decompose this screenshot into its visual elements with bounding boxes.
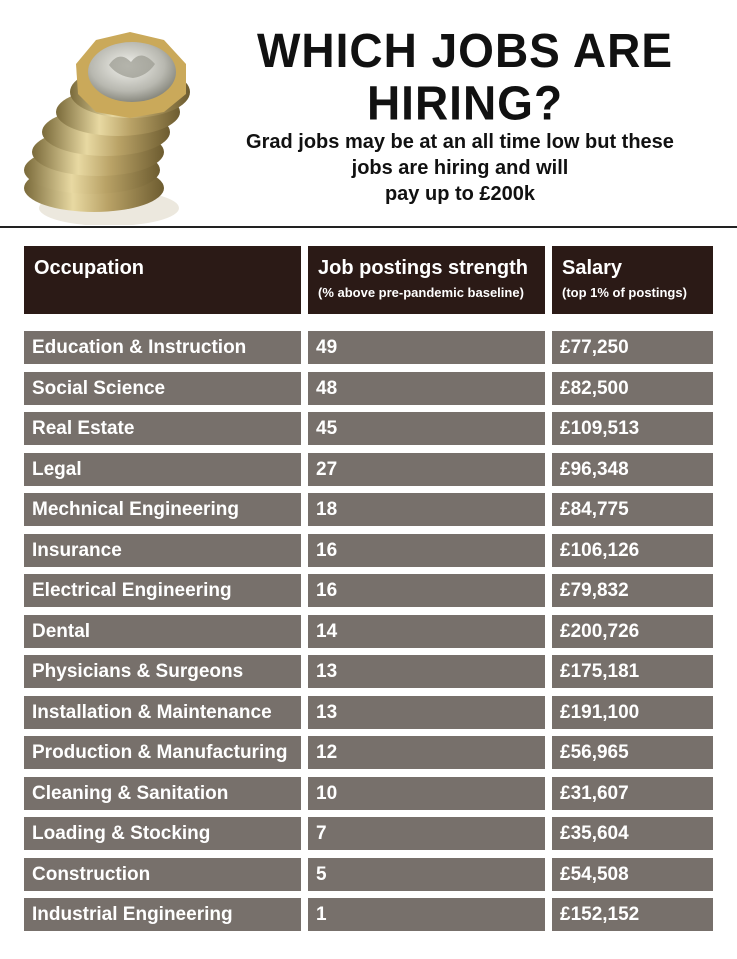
strength-cell: 13 bbox=[308, 655, 545, 688]
strength-cell: 18 bbox=[308, 493, 545, 526]
occupation-cell: Insurance bbox=[24, 534, 301, 567]
subtitle bbox=[230, 129, 690, 207]
strength-cell: 49 bbox=[308, 331, 545, 364]
salary-cell: £106,126 bbox=[552, 534, 713, 567]
strength-cell: 7 bbox=[308, 817, 545, 850]
jobs-table bbox=[24, 246, 713, 939]
occupation-cell: Cleaning & Sanitation bbox=[24, 777, 301, 810]
table-row bbox=[24, 534, 713, 567]
strength-cell: 16 bbox=[308, 574, 545, 607]
occupation-cell: Construction bbox=[24, 858, 301, 891]
strength-cell: 10 bbox=[308, 777, 545, 810]
table-row bbox=[24, 412, 713, 445]
subtitle-line-1: Grad jobs may be at an all time low but these bbox=[246, 131, 674, 153]
salary-cell: £175,181 bbox=[552, 655, 713, 688]
salary-cell: £31,607 bbox=[552, 777, 713, 810]
table-row bbox=[24, 331, 713, 364]
occupation-cell: Dental bbox=[24, 615, 301, 648]
salary-cell: £84,775 bbox=[552, 493, 713, 526]
occupation-cell: Education & Instruction bbox=[24, 331, 301, 364]
salary-cell: £152,152 bbox=[552, 898, 713, 931]
salary-cell: £191,100 bbox=[552, 696, 713, 729]
table-row bbox=[24, 858, 713, 891]
table-row bbox=[24, 453, 713, 486]
table-row bbox=[24, 372, 713, 405]
subtitle-line-2: jobs are hiring and will bbox=[351, 157, 569, 179]
coin-stack-image bbox=[14, 20, 219, 225]
salary-cell: £109,513 bbox=[552, 412, 713, 445]
table-row bbox=[24, 736, 713, 769]
occupation-cell: Electrical Engineering bbox=[24, 574, 301, 607]
header-strength bbox=[308, 246, 545, 314]
table-row bbox=[24, 777, 713, 810]
header-salary bbox=[552, 246, 713, 314]
salary-cell: £96,348 bbox=[552, 453, 713, 486]
title-line-1: WHICH JOBS ARE bbox=[256, 22, 674, 78]
table-row bbox=[24, 696, 713, 729]
header-salary-label: Salary bbox=[562, 257, 623, 279]
salary-cell: £35,604 bbox=[552, 817, 713, 850]
occupation-cell: Loading & Stocking bbox=[24, 817, 301, 850]
occupation-cell: Real Estate bbox=[24, 412, 301, 445]
header-occupation bbox=[24, 246, 301, 314]
occupation-cell: Legal bbox=[24, 453, 301, 486]
table-row bbox=[24, 898, 713, 931]
strength-cell: 48 bbox=[308, 372, 545, 405]
subtitle-line-3: pay up to £200k bbox=[384, 183, 536, 205]
strength-cell: 14 bbox=[308, 615, 545, 648]
salary-cell: £200,726 bbox=[552, 615, 713, 648]
table-row bbox=[24, 574, 713, 607]
page-title bbox=[215, 24, 715, 129]
occupation-cell: Mechnical Engineering bbox=[24, 493, 301, 526]
strength-cell: 27 bbox=[308, 453, 545, 486]
table-body bbox=[24, 331, 713, 931]
header-strength-label: Job postings strength bbox=[318, 257, 528, 279]
table-row bbox=[24, 615, 713, 648]
strength-cell: 45 bbox=[308, 412, 545, 445]
header-occupation-label: Occupation bbox=[34, 257, 145, 279]
table-row bbox=[24, 817, 713, 850]
table-header bbox=[24, 246, 713, 314]
divider bbox=[0, 226, 737, 228]
occupation-cell: Installation & Maintenance bbox=[24, 696, 301, 729]
strength-cell: 1 bbox=[308, 898, 545, 931]
occupation-cell: Physicians & Surgeons bbox=[24, 655, 301, 688]
salary-cell: £82,500 bbox=[552, 372, 713, 405]
strength-cell: 13 bbox=[308, 696, 545, 729]
salary-cell: £77,250 bbox=[552, 331, 713, 364]
table-row bbox=[24, 655, 713, 688]
salary-cell: £56,965 bbox=[552, 736, 713, 769]
strength-cell: 16 bbox=[308, 534, 545, 567]
occupation-cell: Industrial Engineering bbox=[24, 898, 301, 931]
table-row bbox=[24, 493, 713, 526]
strength-cell: 12 bbox=[308, 736, 545, 769]
header-salary-sublabel: (top 1% of postings) bbox=[562, 285, 687, 300]
occupation-cell: Social Science bbox=[24, 372, 301, 405]
header-strength-sublabel: (% above pre-pandemic baseline) bbox=[318, 285, 524, 300]
title-line-2: HIRING? bbox=[366, 75, 564, 131]
salary-cell: £54,508 bbox=[552, 858, 713, 891]
strength-cell: 5 bbox=[308, 858, 545, 891]
occupation-cell: Production & Manufacturing bbox=[24, 736, 301, 769]
salary-cell: £79,832 bbox=[552, 574, 713, 607]
